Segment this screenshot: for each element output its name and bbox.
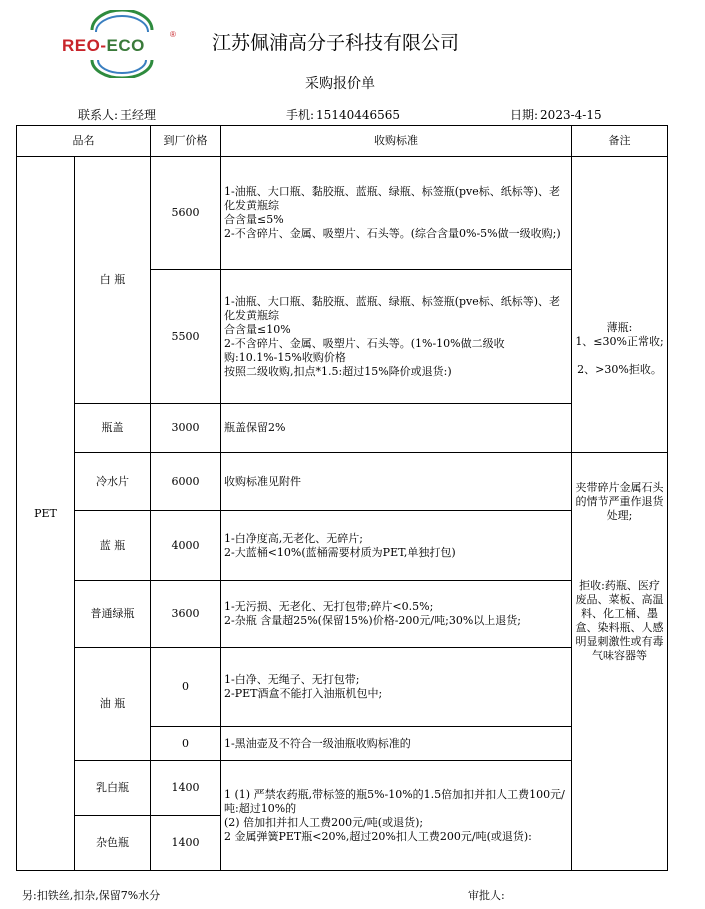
product-name: 蓝 瓶 [75, 511, 151, 581]
table-row [17, 761, 668, 816]
price-cell: 5500 [151, 270, 221, 404]
header-standard: 收购标准 [221, 126, 572, 157]
product-name: 乳白瓶 [75, 761, 151, 816]
phone-value: 15140446565 [316, 108, 401, 122]
phone [286, 106, 400, 123]
contact [78, 106, 156, 123]
product-name: 瓶盖 [75, 404, 151, 453]
product-name: 杂色瓶 [75, 816, 151, 871]
approver-label: 审批人: [468, 889, 505, 902]
header-price: 到厂价格 [151, 126, 221, 157]
contact-value: 王经理 [120, 108, 157, 122]
header-note: 备注 [572, 126, 668, 157]
document-title: 采购报价单 [305, 76, 375, 92]
price-cell: 3600 [151, 581, 221, 648]
standard-cell: 1-黑油壶及不符合一级油瓶收购标准的 [221, 727, 572, 761]
price-cell: 4000 [151, 511, 221, 581]
standard-cell: 1-油瓶、大口瓶、黏胶瓶、蓝瓶、绿瓶、标签瓶(pve标、纸标等)、老化发黄瓶综 合含量≤10% 2-不含碎片、金属、吸塑片、石头等。(1%-10%做二级收购:10.1%-15%收购价格 按照二级收购,扣点*1.5:超过15%降价或退货:) [221, 270, 572, 404]
logo-brand-green: ECO [106, 36, 145, 55]
quote-table [16, 125, 668, 871]
category-cell: PET [17, 157, 75, 871]
standard-cell-shared: 1 (1) 严禁农药瓶,带标签的瓶5%-10%的1.5倍加扣并扣人工费100元/吨:超过10%的 (2) 倍加扣并扣人工费200元/吨(或退货); 2 金属弹簧PET瓶<20%,超过20%扣人工费200元/吨(或退货): [221, 761, 572, 871]
standard-cell: 1-白净度高,无老化、无碎片; 2-大蓝桶<10%(蓝桶需要材质为PET,单独打包) [221, 511, 572, 581]
price-cell: 1400 [151, 761, 221, 816]
note-thin-bottle: 薄瓶: 1、≤30%正常收; 2、>30%拒收。 [572, 157, 668, 453]
logo-registered: ® [170, 30, 176, 39]
note-rejected: 拒收:药瓶、医疗废品、菜板、高温料、化工桶、墨盒、染料瓶、人感明显刺激性或有毒气味容器等 [575, 579, 664, 662]
date-value: 2023-4-15 [540, 108, 602, 122]
standard-cell: 收购标准见附件 [221, 453, 572, 511]
note-cell-lower [572, 453, 668, 871]
date-label: 日期: [510, 108, 539, 122]
price-cell: 5600 [151, 157, 221, 270]
product-name: 白 瓶 [75, 157, 151, 404]
standard-cell: 1-白净、无绳子、无打包带; 2-PET酒盒不能打入油瓶机包中; [221, 648, 572, 727]
table-row [17, 157, 668, 270]
standard-cell: 1-无污损、无老化、无打包带;碎片<0.5%; 2-杂瓶 含量超25%(保留15%)价格-200元/吨;30%以上退货; [221, 581, 572, 648]
date [510, 106, 602, 123]
price-cell: 1400 [151, 816, 221, 871]
table-row [17, 511, 668, 581]
logo-brand [62, 36, 145, 56]
table-header-row [17, 126, 668, 157]
logo-brand-red: REO- [62, 36, 107, 55]
phone-label: 手机: [286, 108, 315, 122]
header-name: 品名 [17, 126, 151, 157]
company-logo [62, 10, 182, 78]
company-name: 江苏佩浦高分子科技有限公司 [212, 32, 460, 54]
contact-label: 联系人: [78, 108, 119, 122]
table-row [17, 648, 668, 727]
standard-cell: 瓶盖保留2% [221, 404, 572, 453]
price-cell: 3000 [151, 404, 221, 453]
price-cell: 0 [151, 727, 221, 761]
footer-note: 另:扣铁丝,扣杂,保留7%水分 [22, 889, 161, 902]
table-row [17, 404, 668, 453]
table-row [17, 581, 668, 648]
price-cell: 0 [151, 648, 221, 727]
price-cell: 6000 [151, 453, 221, 511]
note-debris: 夹带碎片金属石头的情节严重作退货处理; [575, 481, 664, 522]
product-name: 普通绿瓶 [75, 581, 151, 648]
product-name: 冷水片 [75, 453, 151, 511]
standard-cell: 1-油瓶、大口瓶、黏胶瓶、蓝瓶、绿瓶、标签瓶(pve标、纸标等)、老化发黄瓶综 合含量≤5% 2-不含碎片、金属、吸塑片、石头等。(综合含量0%-5%做一级收购;) [221, 157, 572, 270]
product-name: 油 瓶 [75, 648, 151, 761]
table-row [17, 453, 668, 511]
